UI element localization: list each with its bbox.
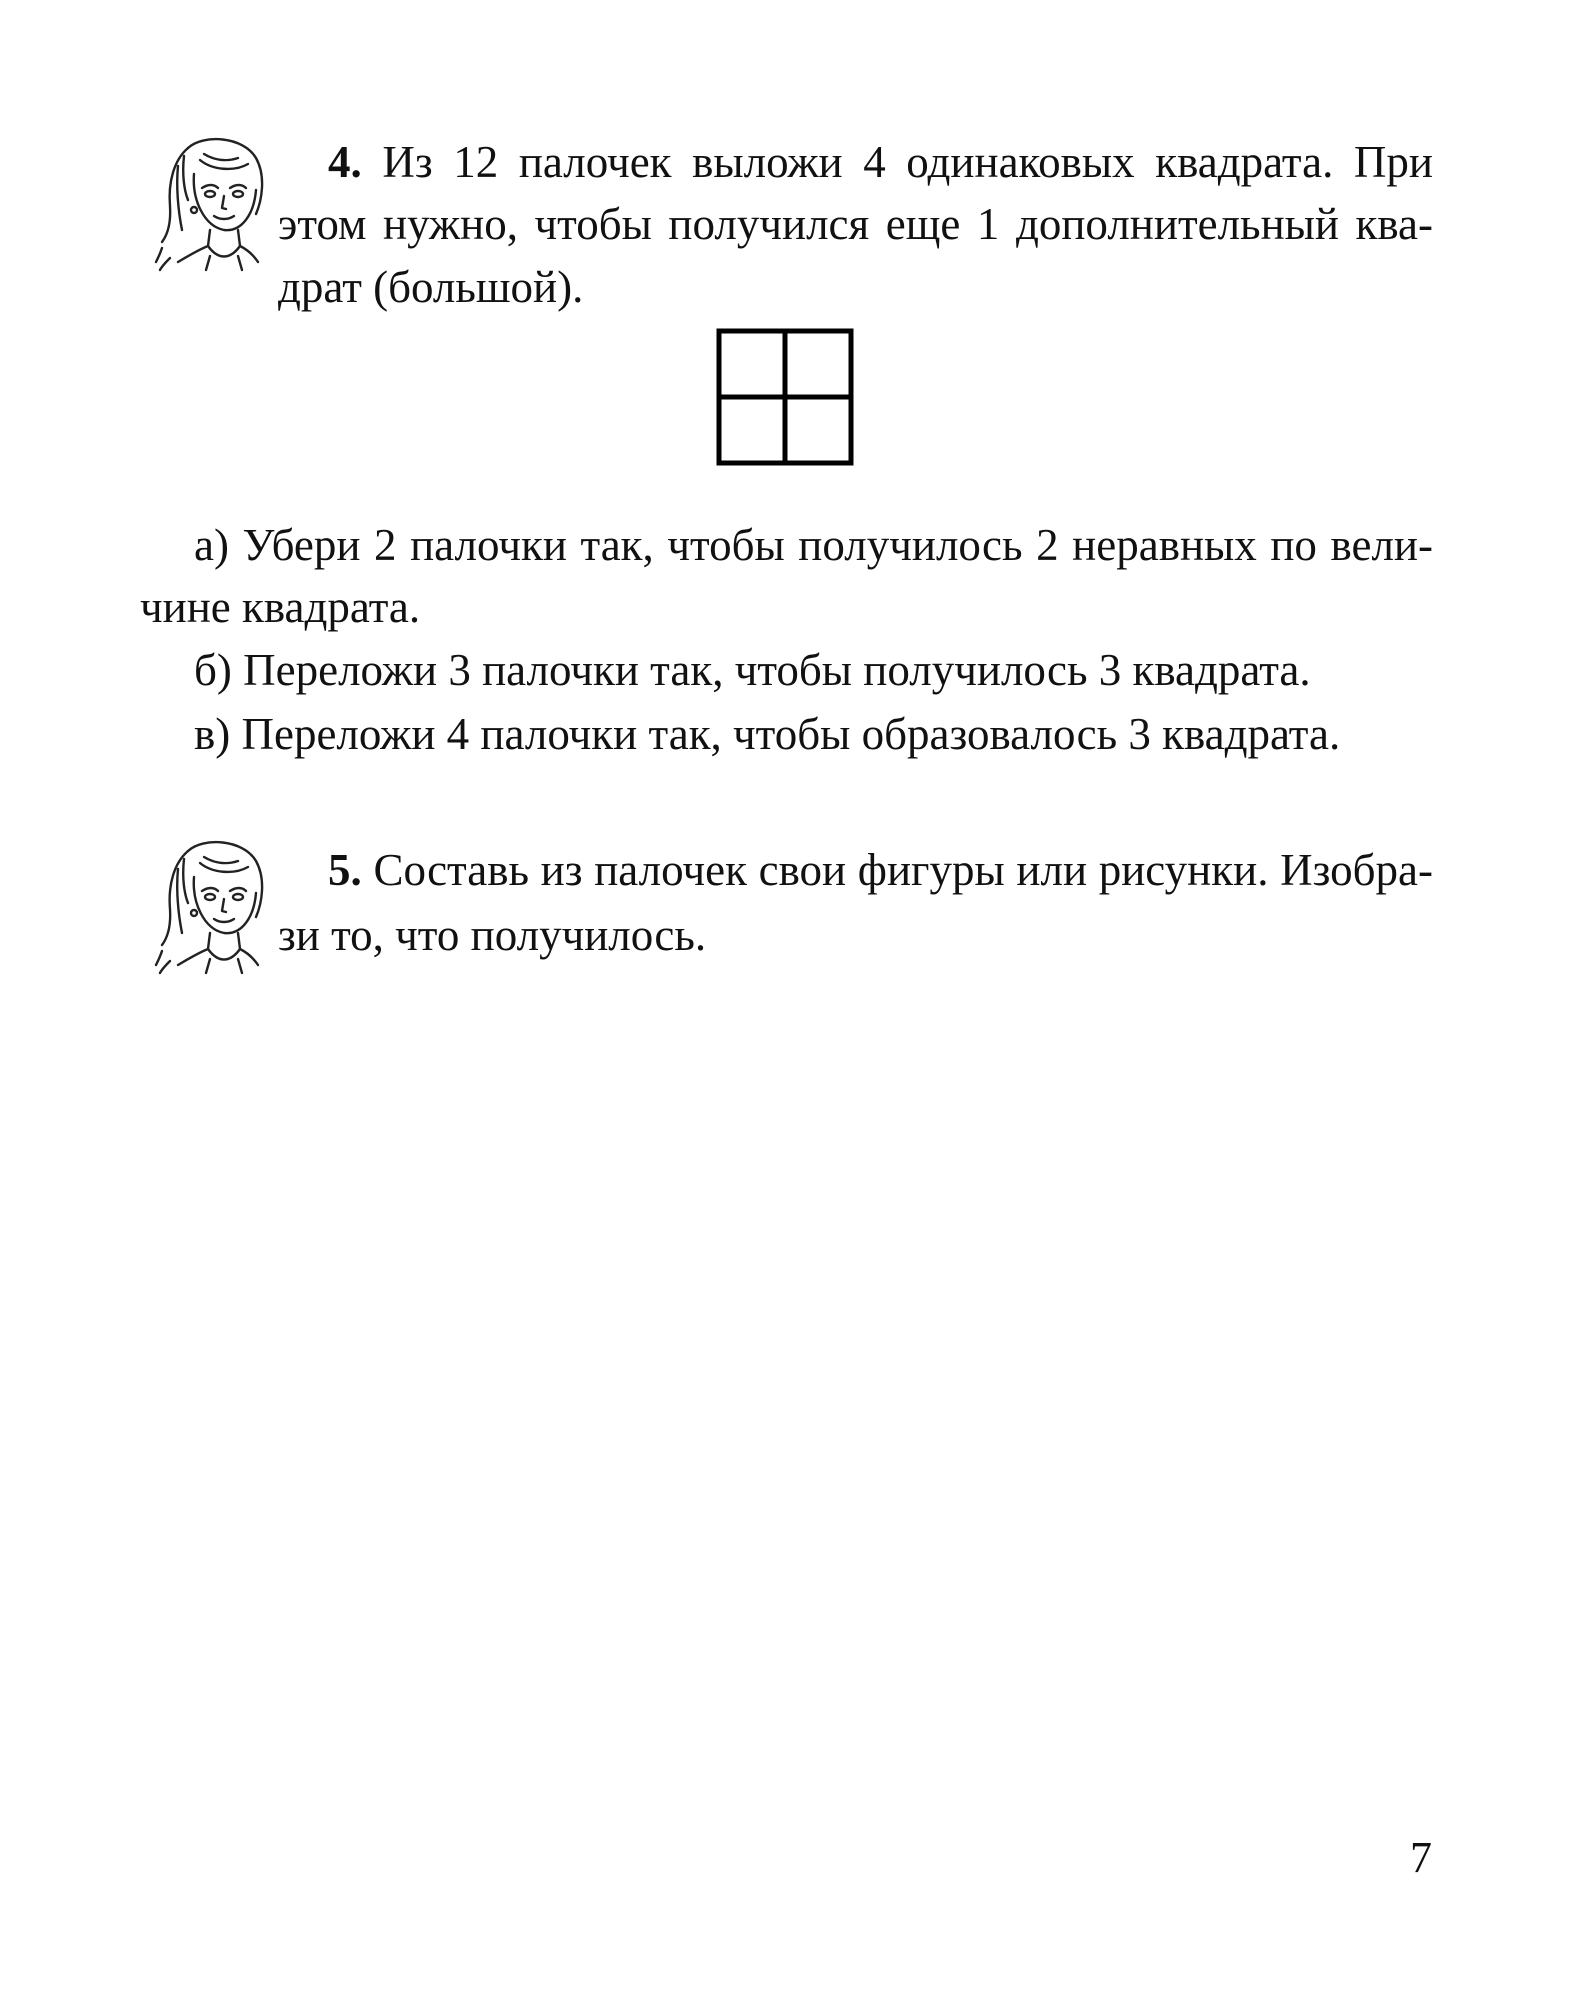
task5-line1-text: Составь из палочек свои фигуры или рисунки. Изобра-	[373, 845, 1433, 895]
stick-squares-figure	[716, 328, 854, 466]
task4-item-a-line2: чине квадрата.	[140, 582, 421, 632]
page-number: 7	[1410, 1833, 1432, 1882]
task5-number: 5.	[328, 845, 362, 895]
task4-line2: этом нужно, чтобы получился еще 1 дополнительный ква-	[278, 199, 1433, 249]
task5-line1	[328, 845, 1433, 895]
task4-line3: драт (большой).	[278, 262, 584, 312]
task4-item-b: б) Переложи 3 палочки так, чтобы получилось 3 квадрата.	[194, 645, 1311, 695]
girl-avatar-icon	[148, 130, 278, 280]
task4-item-a-line1: а) Убери 2 палочки так, чтобы получилось 2 неравных по вели-	[194, 520, 1433, 570]
task4-number: 4.	[328, 137, 362, 187]
girl-avatar-icon	[148, 833, 278, 983]
task4-line1-text: Из 12 палочек выложи 4 одинаковых квадрата. При	[382, 137, 1434, 187]
task4-line1	[328, 137, 1434, 187]
task5-line2: зи то, что получилось.	[278, 910, 707, 960]
task4-item-c: в) Переложи 4 палочки так, чтобы образовалось 3 квадрата.	[194, 709, 1341, 759]
